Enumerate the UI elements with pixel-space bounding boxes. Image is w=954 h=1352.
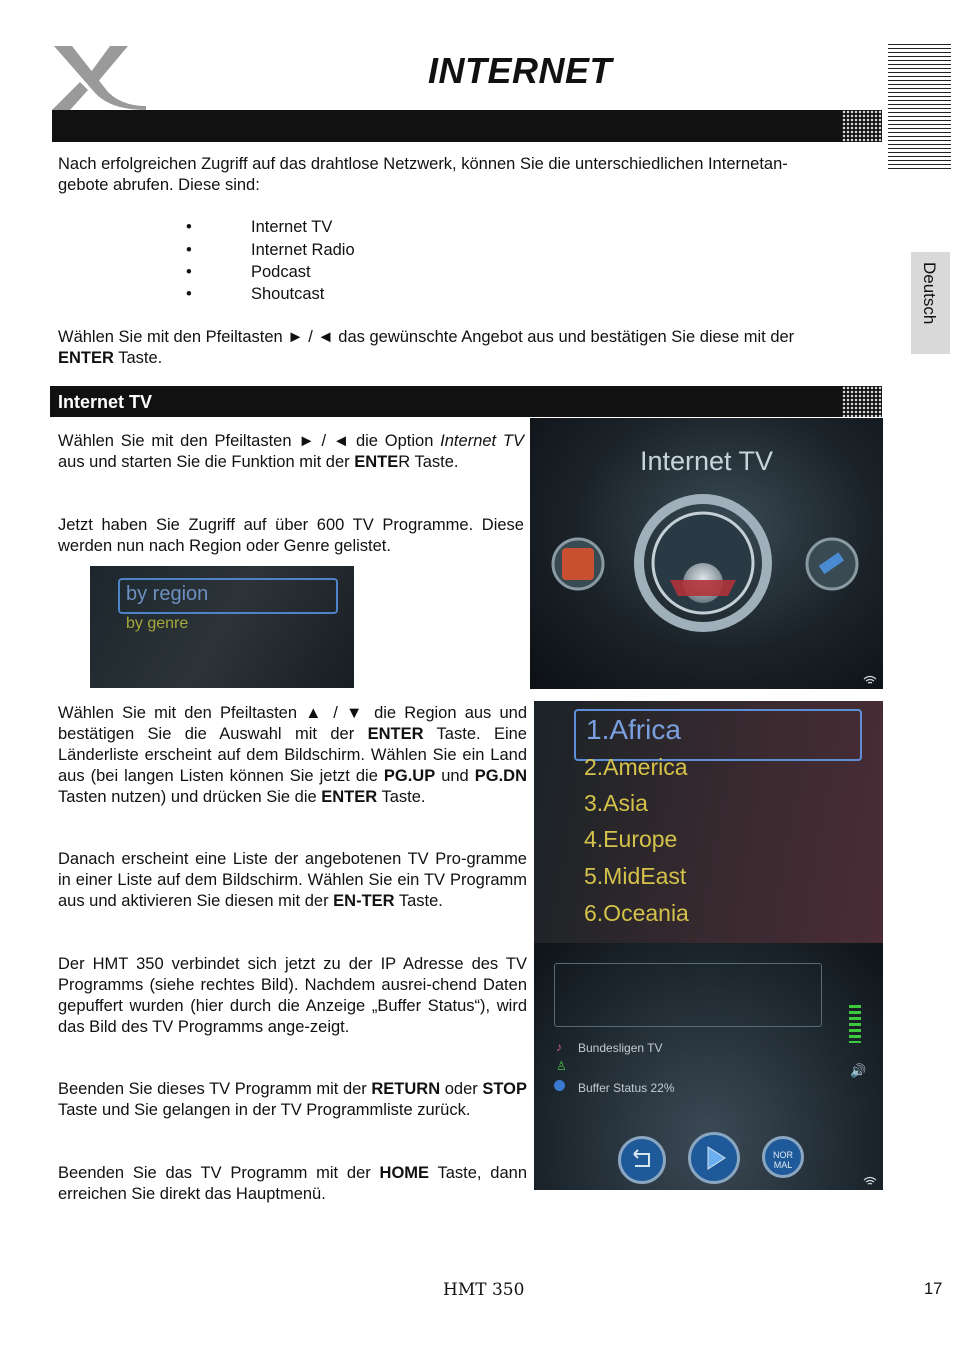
region-item: 6.Oceania [584,900,689,926]
screenshot-region-list [534,701,883,943]
para-start-internet-tv: Wählen Sie mit den Pfeiltasten ► / ◄ die Option Internet TV aus und starten Sie die Funktion mit der ENTER Taste. [58,432,525,471]
language-label: Deutsch [920,262,939,325]
section-bar [50,386,882,417]
header-bar [52,110,882,142]
dot-pattern [842,110,882,142]
info-box [554,963,822,1027]
screenshot-region-genre [90,566,354,688]
para-region: Wählen Sie mit den Pfeiltasten ▲ / ▼ die Region aus und bestätigen Sie die Auswahl mit der ENTER Taste. Eine Länderliste erscheint auf dem Bildschirm. Wählen Sie ein Land aus (bei langen Listen können Sie jetzt die PG.UP und PG.DN Tasten nutzen) und drücken Sie die ENTER Taste. [58,704,527,806]
option-by-region: by region [126,583,209,605]
channel-name: Bundesligen TV [578,1041,663,1055]
para-buffer: Der HMT 350 verbindet sich jetzt zu der IP Adresse des TV Programms (siehe rechtes Bild). Nachdem ausrei-chend Daten gepuffert wurden (hier durch die Anzeige „Buffer Status“), wird das Bild des TV Programms ange-zeigt. [58,955,527,1036]
region-item: 3.Asia [584,790,648,816]
wifi-icon [863,675,877,685]
play-icon [688,1132,740,1184]
menu-icons [530,418,883,689]
para-home: Beenden Sie das TV Programm mit der HOME Taste, dann erreichen Sie direkt das Hauptmenü. [58,1164,527,1203]
section-title: Internet TV [58,392,153,412]
page-number: 17 [924,1280,943,1298]
region-item: 2.America [584,754,688,780]
intro-line-2: gebote abrufen. Diese sind: [58,176,260,194]
wifi-icon [863,1176,877,1186]
buffer-icon [554,1080,565,1091]
screenshot-buffer-status [534,943,883,1190]
buffer-status: Buffer Status 22% [578,1081,675,1095]
footer-model: HMT 350 [443,1280,525,1300]
normal-mode-icon: NOR MAL [762,1136,804,1178]
intro-line-1: Nach erfolgreichen Zugriff auf das drahtlose Netzwerk, können Sie die unterschiedlichen Internetan- [58,155,788,173]
return-icon [618,1136,666,1184]
select-line-2: ENTER Taste. [58,349,163,367]
page-title: INTERNET [428,50,612,91]
para-access: Jetzt haben Sie Zugriff auf über 600 TV Programme. Diese werden nun nach Region oder Genre gelistet. [58,516,524,555]
region-item: 1.Africa [586,714,681,745]
select-line-1: Wählen Sie mit den Pfeiltasten ► / ◄ das gewünschte Angebot aus und bestätigen Sie diese mit der [58,328,795,346]
user-icon: ♙ [556,1059,567,1073]
language-tab [911,252,950,354]
para-program-list: Danach erscheint eine Liste der angebotenen TV Pro-gramme in einer Liste auf dem Bildschirm. Wählen Sie ein TV Programm aus und aktivieren Sie diesen mit der EN-TER Taste. [58,850,527,910]
dot-pattern [842,386,882,417]
option-by-genre: by genre [126,615,189,632]
region-item: 4.Europe [584,826,678,852]
screen-title: Internet TV [639,446,774,476]
signal-bars-icon [849,1005,861,1043]
volume-icon: 🔊 [850,1063,867,1078]
music-icon: ♪ [556,1040,562,1054]
brand-logo [50,40,150,110]
para-return: Beenden Sie dieses TV Programm mit der RETURN oder STOP Taste und Sie gelangen in der TV Programmliste zurück. [58,1080,527,1119]
screenshot-internet-tv-menu [530,418,883,689]
region-item: 5.MidEast [584,863,687,889]
decorative-stripes [888,44,951,172]
